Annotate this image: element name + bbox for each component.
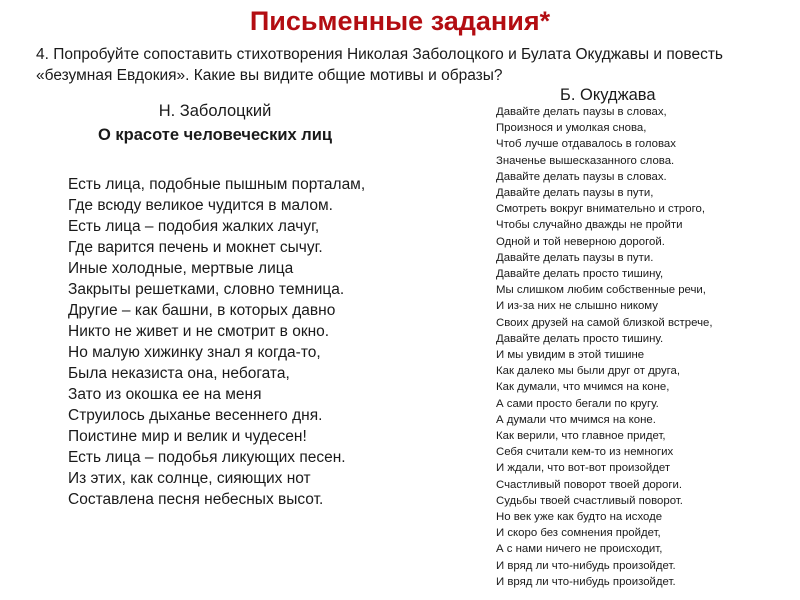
task-line: «безумная Евдокия». Какие вы видите общие мотивы и образы? [36, 67, 503, 84]
poem-line: Была неказиста она, небогата, [68, 365, 290, 382]
poem-line: И ждали, что вот-вот произойдет [496, 462, 671, 475]
poem-line: Есть лица – подобия жалких лачуг, [68, 218, 320, 235]
poem-line: Но век уже как будто на исходе [496, 511, 663, 524]
poem-line: Поистине мир и велик и чудесен! [68, 428, 307, 445]
slide-title: Письменные задания* [249, 6, 551, 36]
poem-line: Как думали, что мчимся на коне, [496, 381, 670, 394]
poem-line: Давайте делать паузы в словах, [496, 106, 667, 118]
poem-line: Значенье вышесказанного слова. [496, 154, 675, 167]
poem-line: Другие – как башни, в которых давно [68, 302, 336, 319]
poem-line: Давайте делать паузы в пути, [496, 187, 654, 200]
poem-line: Как верили, что главное придет, [496, 430, 666, 443]
task-line: 4. Попробуйте сопоставить стихотворения Николая Заболоцкого и Булата Окуджавы и повесть [36, 46, 724, 63]
left-poem-author: Н. Заболоцкий [158, 102, 272, 120]
poem-line: Произнося и умолкая снова, [496, 122, 647, 135]
poem-line: И мы увидим в этой тишине [496, 349, 645, 362]
poem-line: Счастливый поворот твоей дороги. [496, 478, 683, 491]
poem-line: И вряд ли что-нибудь произойдет. [496, 575, 676, 588]
poem-line: Своих друзей на самой близкой встрече, [496, 316, 713, 329]
poem-line: И вряд ли что-нибудь произойдет. [496, 559, 676, 572]
poem-line: Давайте делать паузы в пути. [496, 251, 654, 264]
poem-line: Есть лица, подобные пышным порталам, [68, 176, 366, 193]
poem-line: А с нами ничего не происходит, [496, 543, 663, 556]
poem-line: А сами просто бегали по кругу. [496, 397, 659, 410]
left-poem-title: О красоте человеческих лиц [97, 126, 333, 144]
poem-line: Закрыты решетками, словно темница. [68, 281, 345, 298]
poem-line: Себя считали кем-то из немногих [496, 446, 674, 459]
poem-line: Давайте делать просто тишину, [496, 268, 664, 281]
poem-line: Судьбы твоей счастливый поворот. [496, 494, 683, 507]
poem-line: И из-за них не слышно никому [496, 300, 658, 313]
poem-line: Где варится печень и мокнет сычуг. [68, 239, 323, 256]
poem-line: Как далеко мы были друг от друга, [496, 365, 681, 378]
poem-line: Одной и той неверною дорогой. [496, 235, 665, 248]
poem-line: Давайте делать просто тишину. [496, 332, 664, 345]
poem-line: Давайте делать паузы в словах. [496, 170, 667, 183]
poem-line: Чтобы случайно дважды не пройти [496, 219, 683, 232]
task-text [36, 44, 776, 86]
poem-line: Струилось дыханье весеннего дня. [68, 407, 323, 424]
poem-line: А думали что мчимся на коне. [496, 413, 656, 426]
right-poem-body [496, 104, 713, 590]
poem-line: Смотреть вокруг внимательно и строго, [496, 203, 705, 216]
poem-line: Мы слишком любим собственные речи, [496, 284, 706, 297]
poem-line: Где всюду великое чудится в малом. [68, 197, 333, 214]
poem-line: Составлена песня небесных высот. [68, 491, 324, 508]
poem-line: Иные холодные, мертвые лица [68, 260, 294, 277]
poem-line: Зато из окошка ее на меня [68, 386, 262, 403]
poem-line: Чтоб лучше отдавалось в головах [496, 138, 676, 151]
poem-line: Есть лица – подобья ликующих песен. [68, 449, 346, 466]
right-poem-author: Б. Окуджава [560, 86, 656, 104]
poem-line: Никто не живет и не смотрит в окно. [68, 323, 330, 340]
poem-line: Но малую хижинку знал я когда-то, [68, 344, 321, 361]
left-poem-body [68, 174, 365, 510]
poem-line: И скоро без сомнения пройдет, [496, 527, 661, 540]
poem-line: Из этих, как солнце, сияющих нот [68, 470, 311, 487]
